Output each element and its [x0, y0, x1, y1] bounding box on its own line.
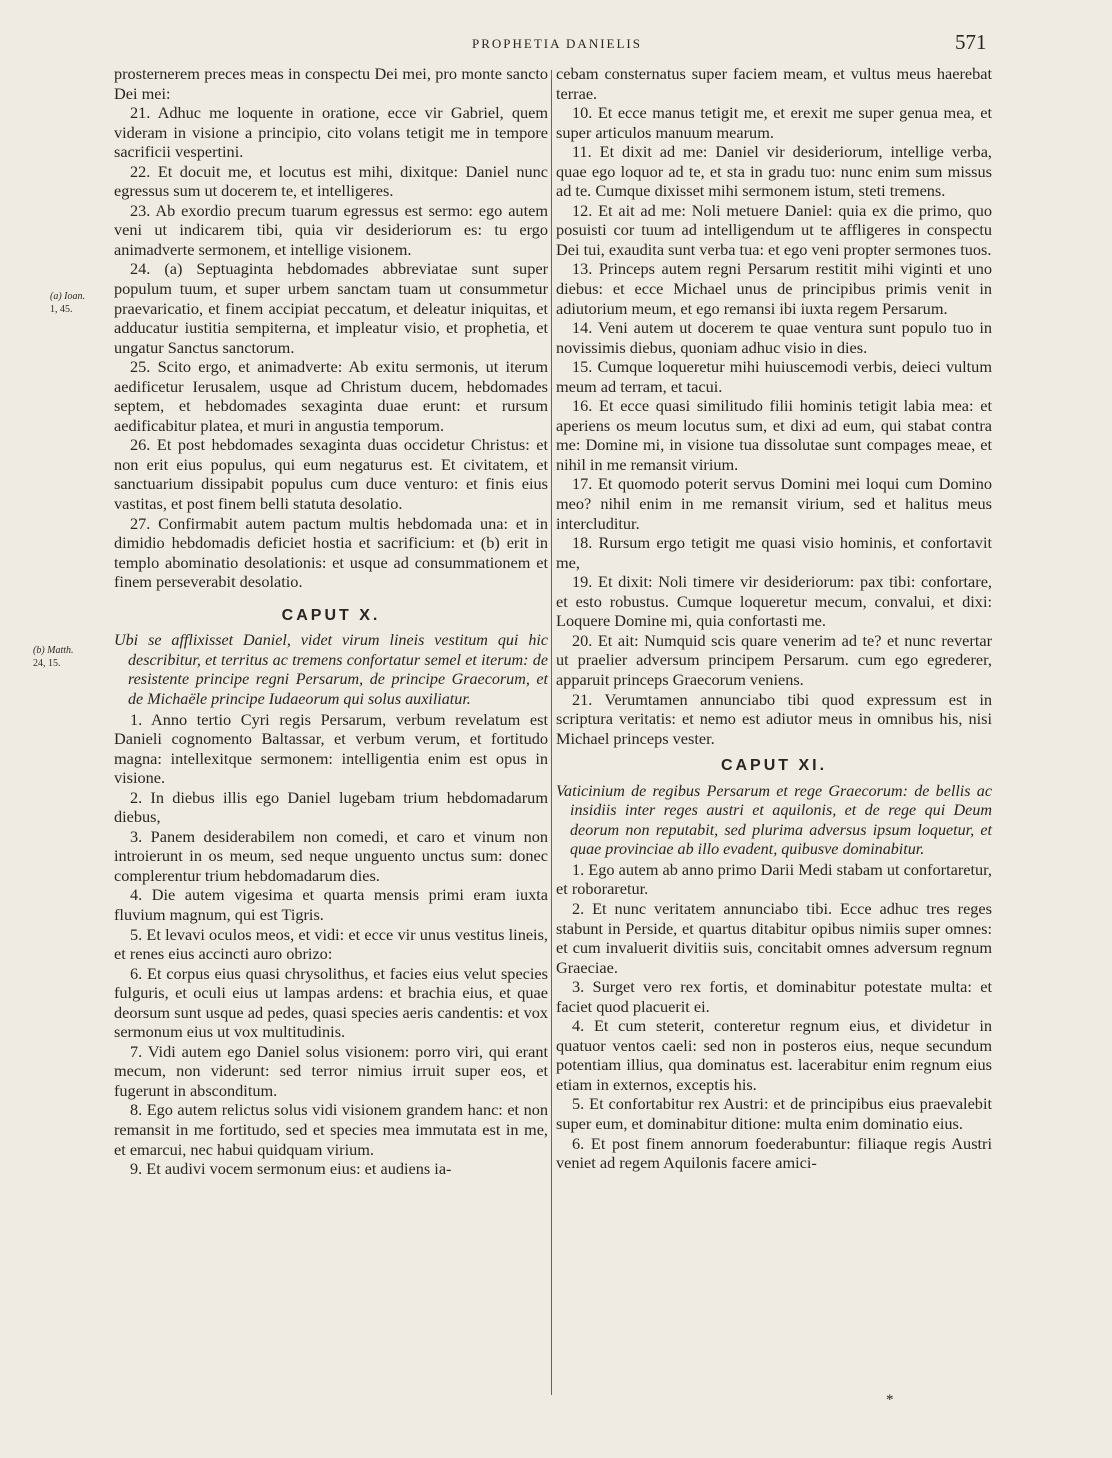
verse-text: 10. Et ecce manus tetigit me, et erexit me super genua mea, et super articulos manuum mearum.	[556, 103, 992, 142]
verse-text: 7. Vidi autem ego Daniel solus visionem: porro viri, qui erant mecum, non viderunt: sed terror nimius irruit super eos, et fugerunt in absconditum.	[114, 1041, 548, 1100]
verse-text: 16. Et ecce quasi similitudo filii hominis tetigit labia mea: et aperiens os meum locutus sum, et dixi ad eum, qui stabat contra me: Domine mi, in visione tua dissolutae sunt compages meae, et nihil in me remansit virium.	[556, 396, 992, 474]
verse-text: prosternerem preces meas in conspectu Dei mei, pro monte sancto Dei mei:	[114, 64, 548, 103]
margin-note-b-ref: (b) Matth.	[33, 645, 74, 656]
chapter-summary: Ubi se afflixisset Daniel, videt virum lineis vestitum qui hic describitur, et territus ac tremens confortatur semel et iterum: de resistente principe regni Persarum, de principe Graecorum, et de Michaële principe Iudaeorum qui solus auxiliatur.	[114, 632, 548, 708]
margin-note-a-loc: 1, 45.	[50, 304, 73, 315]
verse-text: 18. Rursum ergo tetigit me quasi visio hominis, et confortavit me,	[556, 533, 992, 572]
verse-text: 23. Ab exordio precum tuarum egressus est sermo: ego autem veni ut indicarem tibi, quia vir desideriorum es: tu ergo animadverte sermonem, et intellige visionem.	[114, 200, 548, 259]
chapter-heading: CAPUT XI.	[720, 757, 828, 775]
margin-note-b-loc: 24, 15.	[33, 658, 61, 669]
verse-text: 26. Et post hebdomades sexaginta duas occidetur Christus: et non erit eius populus, qui eum negaturus est. Et civitatem, et sanctuarium dissipabit populus cum duce venturo: et finis eius vastitas, et post finem belli statuta desolatio.	[114, 435, 548, 514]
verse-text: 6. Et post finem annorum foederabuntur: filiaque regis Austri veniet ad regem Aquilonis facere amici-	[556, 1133, 992, 1173]
verse-text: 24. (a) Septuaginta hebdomades abbreviatae sunt super populum tuum, et super urbem sanctam tuam ut consummetur praevaricatio, et finem accipiat peccatum, et deleatur iniquitas, et adducatur iustitia sempiterna, et impleatur visio, et prophetia, et ungatur Sanctus sanctorum.	[114, 259, 548, 357]
verse-text: 17. Et quomodo poterit servus Domini mei loqui cum Domino meo? nihil enim in me remansit virium, sed et halitus meus intercluditur.	[556, 474, 992, 533]
verse-text: 25. Scito ergo, et animadverte: Ab exitu sermonis, ut iterum aedificetur Ierusalem, usque ad Christum ducem, hebdomades septem, et hebdomades sexaginta duae erunt: et rursum aedificabitur platea, et muri in angustia temporum.	[114, 357, 548, 435]
verse-text: 15. Cumque loqueretur mihi huiuscemodi verbis, deieci vultum meum ad terram, et tacui.	[556, 357, 992, 396]
chapter-heading: CAPUT X.	[281, 606, 381, 624]
verse-text: 4. Et cum steterit, conteretur regnum eius, et dividetur in quatuor ventos caeli: sed non in posteros eius, neque secundum potentiam illius, qua dominatus est. lacerabitur enim regnum eius etiam in externos, exceptis his.	[556, 1016, 992, 1094]
verse-text: 14. Veni autem ut docerem te quae ventura sunt populo tuo in novissimis diebus, quoniam adhuc visio in dies.	[556, 318, 992, 357]
signature-mark: *	[886, 1392, 894, 1408]
verse-text: 5. Et confortabitur rex Austri: et de principibus eius praevalebit super eum, et dominabitur ditione: multa enim dominatio eius.	[556, 1094, 992, 1133]
right-column	[556, 64, 992, 1173]
page-number: 571	[955, 30, 987, 54]
chapter-summary: Vaticinium de regibus Persarum et rege Graecorum: de bellis ac insidiis inter reges austri et aquilonis, et de rege qui Deum deorum non reputabit, sed plurima adversus ipsum loquetur, et quae provinciae ab illo evadent, quibusve dominabitur.	[556, 782, 992, 859]
verse-text: 27. Confirmabit autem pactum multis hebdomada una: et in dimidio hebdomadis deficiet hostia et sacrificium: et (b) erit in templo abominatio desolationis: et usque ad consummationem et finem perseverabit desolatio.	[114, 513, 548, 592]
verse-text: 6. Et corpus eius quasi chrysolithus, et facies eius velut species fulguris, et oculi eius ut lampas ardens: et brachia eius, et quae deorsum sunt usque ad pedes, quasi species aeris candentis: et vox sermonum eius ut vox multitudinis.	[114, 963, 548, 1042]
margin-note-a-ref: (a) Ioan.	[50, 291, 85, 302]
column-divider	[551, 70, 552, 1395]
verse-text: 22. Et docuit me, et locutus est mihi, dixitque: Daniel nunc egressus sum ut docerem te, et intelligeres.	[114, 161, 548, 201]
verse-text: 5. Et levavi oculos meos, et vidi: et ecce vir unus vestitus lineis, et renes eius accincti auro obrizo:	[114, 924, 548, 964]
verse-text: 1. Anno tertio Cyri regis Persarum, verbum revelatum est Danieli cognomento Baltassar, et verbum verum, et fortitudo magna: intellexitque sermonem: intelligentia enim est opus in visione.	[114, 709, 548, 788]
verse-text: 3. Surget vero rex fortis, et dominabitur potestate multa: et faciet quod placuerit ei.	[556, 977, 992, 1016]
verse-text: 8. Ego autem relictus solus vidi visionem grandem hanc: et non remansit in me fortitudo, sed et species mea immutata est in me, et emarcui, nec habui quidquam virium.	[114, 1100, 548, 1159]
margin-note-b	[33, 644, 74, 670]
verse-text: 12. Et ait ad me: Noli metuere Daniel: quia ex die primo, quo posuisti cor tuum ad intelligendum ut te affligeres in conspectu Dei tui, exaudita sunt verba tua: et ego veni propter sermones tuos.	[556, 200, 992, 259]
left-column	[114, 64, 548, 1179]
verse-text: 20. Et ait: Numquid scis quare venerim ad te? et nunc revertar ut praelier adversum principem Persarum. cum ego egrederer, apparuit princeps Graecorum veniens.	[556, 630, 992, 689]
verse-text: cebam consternatus super faciem meam, et vultus meus haerebat terrae.	[556, 64, 992, 103]
page-header	[0, 30, 1112, 58]
verse-text: 4. Die autem vigesima et quarta mensis primi eram iuxta fluvium magnum, qui est Tigris.	[114, 885, 548, 924]
running-title: PROPHETIA DANIELIS	[472, 36, 642, 51]
verse-text: 13. Princeps autem regni Persarum restitit mihi viginti et uno diebus: et ecce Michael unus de principibus primis venit in adiutorium meum, et ego remansi ibi iuxta regem Persarum.	[556, 259, 992, 318]
verse-text: 2. In diebus illis ego Daniel lugebam trium hebdomadarum diebus,	[114, 787, 548, 827]
verse-text: 1. Ego autem ab anno primo Darii Medi stabam ut confortaretur, et roboraretur.	[556, 859, 992, 899]
verse-text: 3. Panem desiderabilem non comedi, et caro et vinum non introierunt in os meum, sed neque unguento unctus sum: donec complerentur trium hebdomadarum dies.	[114, 826, 548, 885]
verse-text: 21. Adhuc me loquente in oratione, ecce vir Gabriel, quem videram in visione a principio, cito volans tetigit me in tempore sacrificii vespertini.	[114, 103, 548, 162]
margin-note-a	[50, 290, 85, 316]
verse-text: 21. Verumtamen annunciabo tibi quod expressum est in scriptura veritatis: et nemo est adiutor meus in omnibus his, nisi Michael princeps vester.	[556, 689, 992, 748]
verse-text: 9. Et audivi vocem sermonum eius: et audiens ia-	[130, 1159, 452, 1179]
verse-text: 19. Et dixit: Noli timere vir desideriorum: pax tibi: confortare, et esto robustus. Cumque loqueretur mecum, convalui, et dixi: Loquere Domine mi, quia confortasti me.	[556, 572, 992, 631]
verse-text: 2. Et nunc veritatem annunciabo tibi. Ecce adhuc tres reges stabunt in Perside, et quartus ditabitur opibus nimiis super omnes: et cum invaluerit divitiis suis, concitabit omnes adversum regnum Graeciae.	[556, 898, 992, 977]
verse-text: 11. Et dixit ad me: Daniel vir desideriorum, intellige verba, quae ego loquor ad te, et sta in gradu tuo: nunc enim sum missus ad te. Cumque dixisset mihi sermonem istum, steti tremens.	[556, 142, 992, 201]
